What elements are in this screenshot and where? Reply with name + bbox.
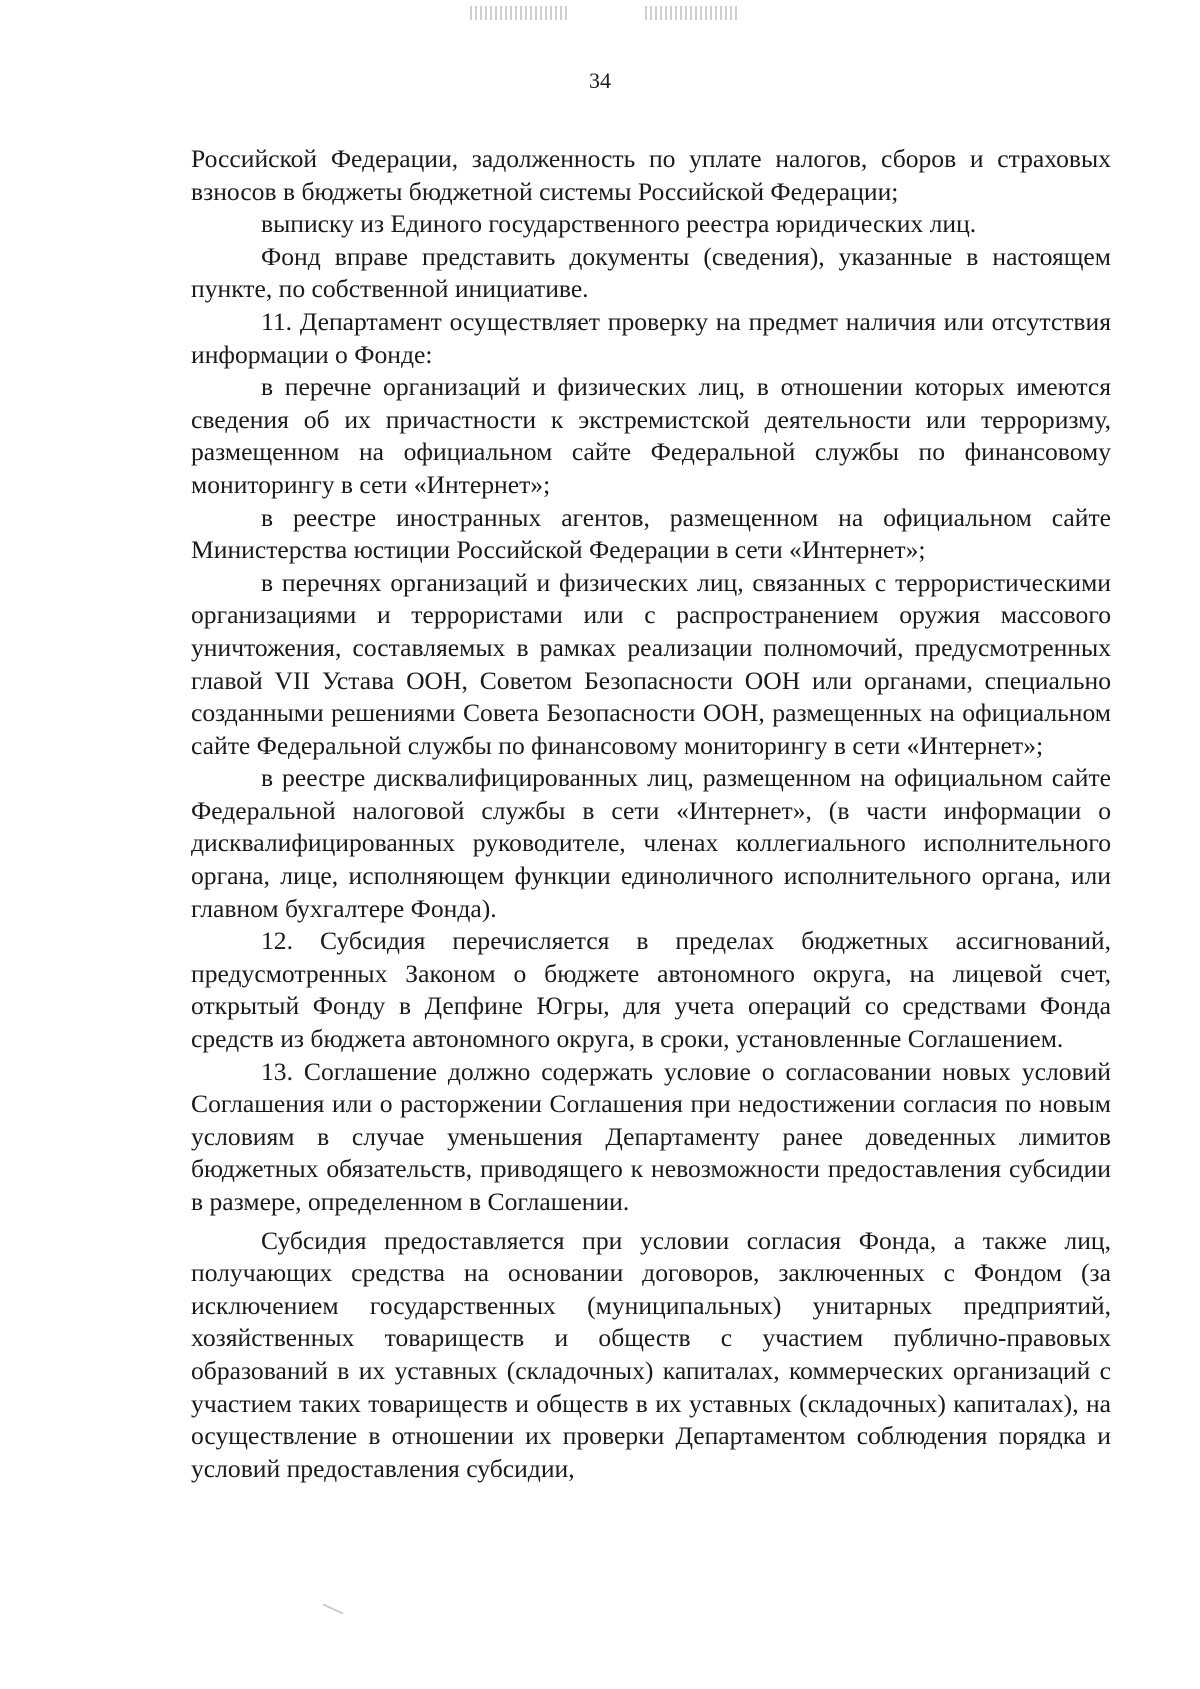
- paragraph-item-11: 11. Департамент осуществляет проверку на предмет наличия или отсутствия информации о Фонде:: [191, 306, 1111, 369]
- paragraph-item-13: 13. Соглашение должно содержать условие о согласовании новых условий Соглашения или о расторжении Соглашения при недостижении согласия по новым условиям в случае уменьшения Департаменту ранее доведенных лимитов бюджетных обязательств, приводящего к невозможности предоставления субсидии в размере, определенном в Соглашении.: [191, 1056, 1111, 1216]
- paragraph-foreign-agents: в реестре иностранных агентов, размещенном на официальном сайте Министерства юстиции Российской Федерации в сети «Интернет»;: [191, 502, 1111, 565]
- paragraph-fund-right: Фонд вправе представить документы (сведения), указанные в настоящем пункте, по собственной инициативе.: [191, 241, 1111, 304]
- page-number: 34: [589, 68, 611, 93]
- document-body: [191, 143, 1111, 1485]
- paragraph-extract-registry: выписку из Единого государственного реестра юридических лиц.: [261, 209, 977, 239]
- scan-artifact-right: [645, 6, 740, 20]
- paragraph-subsidy-condition: Субсидия предоставляется при условии согласия Фонда, а также лиц, получающих средства на основании договоров, заключенных с Фондом (за исключением государственных (муниципальных) унитарных предприятий, хозяйственных товариществ и обществ с участием публично-правовых образований в их уставных (складочных) капиталах, коммерческих организаций с участием таких товариществ и обществ в их уставных (складочных) капиталах), на осуществление в отношении их проверки Департаментом соблюдения порядка и условий предоставления субсидии,: [191, 1225, 1111, 1483]
- scan-artifact-left: [470, 6, 570, 20]
- paragraph-disqualified-registry: в реестре дисквалифицированных лиц, размещенном на официальном сайте Федеральной налоговой службы в сети «Интернет», (в части информации о дисквалифицированных руководителе, членах коллегиального исполнительного органа, лице, исполняющем функции единоличного исполнительного органа, или главном бухгалтере Фонда).: [191, 763, 1111, 923]
- paragraph-item-12: 12. Субсидия перечисляется в пределах бюджетных ассигнований, предусмотренных Законом о бюджете автономного округа, на лицевой счет, открытый Фонду в Депфине Югры, для учета операций со средствами Фонда средств из бюджета автономного округа, в сроки, установленные Соглашением.: [191, 926, 1111, 1054]
- scan-speck: [323, 1603, 344, 1614]
- paragraph-terrorism-lists: в перечнях организаций и физических лиц, связанных с террористическими организациями и террористами или с распространением оружия массового уничтожения, составляемых в рамках реализации полномочий, предусмотренных главой VII Устава ООН, Советом Безопасности ООН или органами, специально созданными решениями Совета Безопасности ООН, размещенных на официальном сайте Федеральной службы по финансовому мониторингу в сети «Интернет»;: [191, 567, 1111, 760]
- paragraph-extremism-list: в перечне организаций и физических лиц, в отношении которых имеются сведения об их причастности к экстремистской деятельности или терроризму, размещенном на официальном сайте Федеральной службы по финансовому мониторингу в сети «Интернет»;: [191, 372, 1111, 499]
- paragraph-continuation: Российской Федерации, задолженность по уплате налогов, сборов и страховых взносов в бюджеты бюджетной системы Российской Федерации;: [191, 144, 1111, 206]
